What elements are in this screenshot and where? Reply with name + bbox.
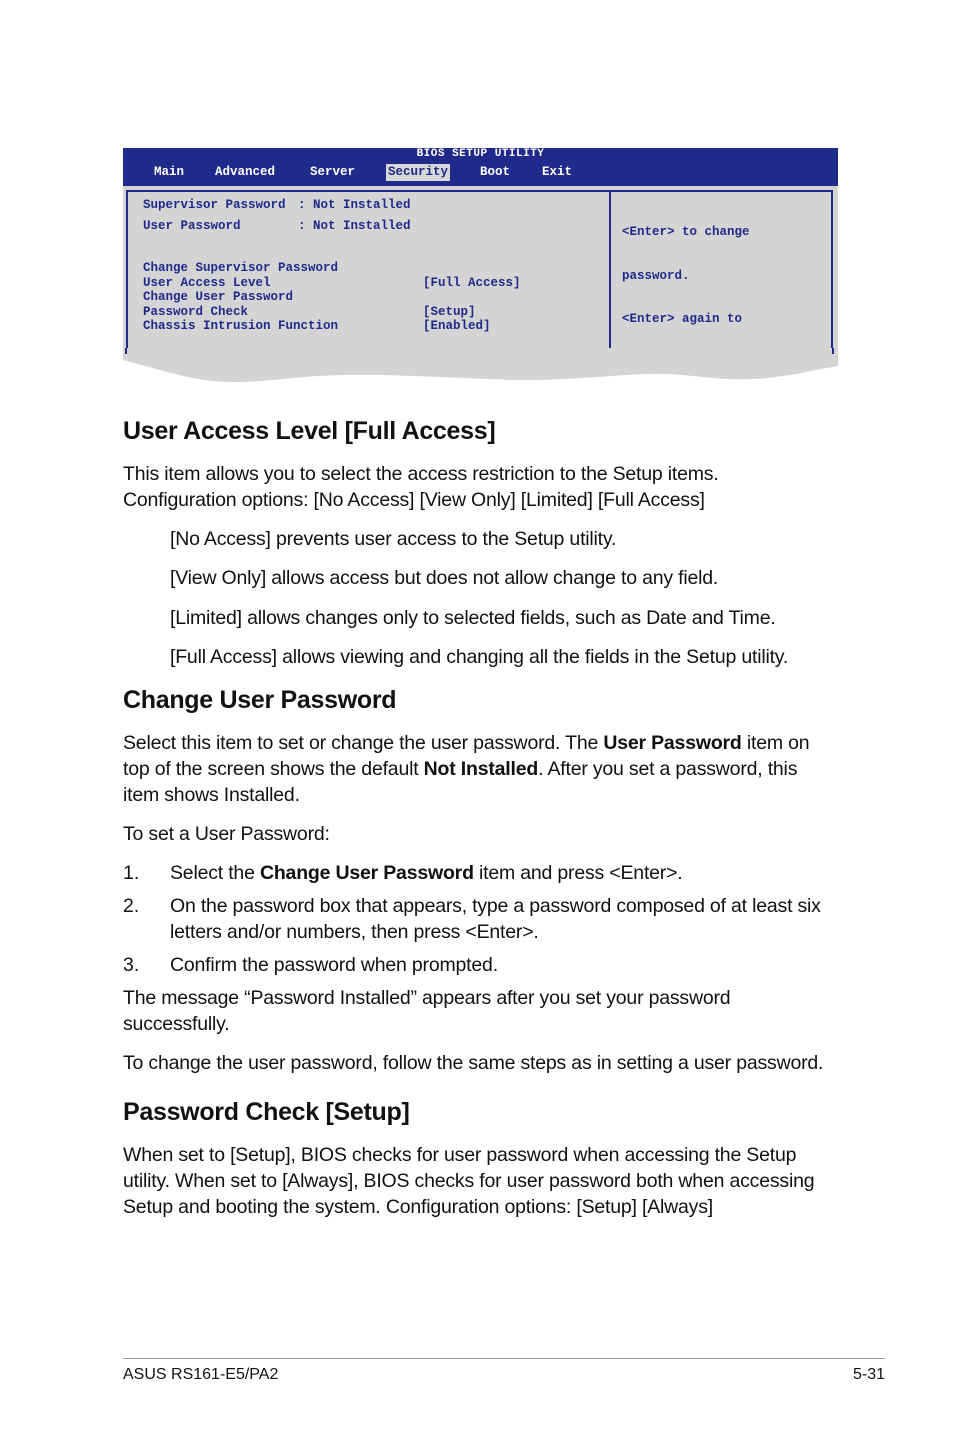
bios-tab-security[interactable]: Security xyxy=(388,165,449,179)
bold-text: Change User Password xyxy=(259,862,474,884)
heading-change-user-password: Change User Password xyxy=(123,686,397,714)
bios-divider xyxy=(609,190,611,370)
bios-row-supervisor-password-value: : Not Installed xyxy=(298,198,411,212)
text: item and press <Enter>. xyxy=(473,862,683,884)
torn-edge-graphic xyxy=(123,348,838,384)
step-3: Confirm the password when prompted. xyxy=(170,954,498,976)
bios-row-user-password-value: : Not Installed xyxy=(298,219,411,233)
text: . After you set a password, this item shows Installed. xyxy=(123,758,798,806)
bios-tab-boot[interactable]: Boot xyxy=(480,165,511,179)
paragraph-change-password xyxy=(123,730,838,808)
bios-help-line: password. xyxy=(622,268,690,283)
paragraph-password-check: When set to [Setup], BIOS checks for user password when accessing the Setup utility. When set to [Always], BIOS checks for user password both when accessing Setup and booting the system. Configuration options: [Setup] [Always] xyxy=(123,1144,815,1218)
bios-help-line: <Enter> again to xyxy=(622,312,743,326)
bios-item-change-user-password[interactable]: Change User Password xyxy=(143,290,294,304)
paragraph-change: To change the user password, follow the same steps as in setting a user password. xyxy=(123,1052,824,1074)
bios-menu-bar xyxy=(123,148,838,186)
bios-item-password-check-value[interactable]: [Setup] xyxy=(423,305,476,319)
bios-item-chassis-intrusion[interactable]: Chassis Intrusion Function xyxy=(143,319,339,333)
intro-line: Configuration options: [No Access] [View Only] [Limited] [Full Access] xyxy=(123,489,705,511)
bios-row-user-password-label: User Password xyxy=(143,219,241,233)
bios-item-chassis-intrusion-value[interactable]: [Enabled] xyxy=(423,319,491,333)
bios-item-user-access-level[interactable]: User Access Level xyxy=(143,276,271,290)
page-number: 5-31 xyxy=(852,1366,885,1383)
paragraph-intro xyxy=(123,461,843,513)
step-number: 3. xyxy=(123,954,140,976)
footer-model: ASUS RS161-E5/PA2 xyxy=(123,1366,279,1383)
bios-item-password-check[interactable]: Password Check xyxy=(143,305,249,319)
bios-screenshot xyxy=(123,148,838,384)
bios-tab-server[interactable]: Server xyxy=(310,165,356,179)
bios-item-change-supervisor-password[interactable]: Change Supervisor Password xyxy=(143,261,339,275)
option-full-access: [Full Access] allows viewing and changing all the fields in the Setup utility. xyxy=(170,646,789,668)
bios-help-line: <Enter> to change xyxy=(622,225,750,239)
bios-row-supervisor-password-label: Supervisor Password xyxy=(143,198,286,212)
intro-line: This item allows you to select the access restriction to the Setup items. xyxy=(123,463,719,485)
bios-item-user-access-level-value[interactable]: [Full Access] xyxy=(423,276,521,290)
footer-rule xyxy=(123,1358,885,1359)
step-number: 2. xyxy=(123,895,140,917)
text: Select the xyxy=(170,862,260,884)
bold-text: Not Installed xyxy=(423,758,539,780)
option-no-access: [No Access] prevents user access to the Setup utility. xyxy=(170,528,617,550)
bios-tab-main[interactable]: Main xyxy=(154,165,185,179)
option-limited: [Limited] allows changes only to selected fields, such as Date and Time. xyxy=(170,607,776,629)
bios-title: BIOS SETUP UTILITY xyxy=(416,148,545,160)
bold-text: User Password xyxy=(603,732,742,754)
bios-tab-exit[interactable]: Exit xyxy=(542,165,573,179)
text: item on top of the screen shows the default xyxy=(123,732,810,780)
step-number: 1. xyxy=(123,862,140,884)
bios-tab-advanced[interactable]: Advanced xyxy=(215,165,276,179)
step-2: On the password box that appears, type a password composed of at least six letters and/or numbers, then press <Enter>. xyxy=(170,895,821,943)
paragraph-to-set: To set a User Password: xyxy=(123,823,330,845)
option-view-only: [View Only] allows access but does not allow change to any field. xyxy=(170,567,719,589)
text: Select this item to set or change the user password. The xyxy=(123,732,604,754)
paragraph-message: The message “Password Installed” appears after you set your password successfully. xyxy=(123,987,731,1035)
heading-user-access-level: User Access Level [Full Access] xyxy=(123,417,496,445)
step-1 xyxy=(170,860,850,886)
heading-password-check: Password Check [Setup] xyxy=(123,1098,410,1126)
